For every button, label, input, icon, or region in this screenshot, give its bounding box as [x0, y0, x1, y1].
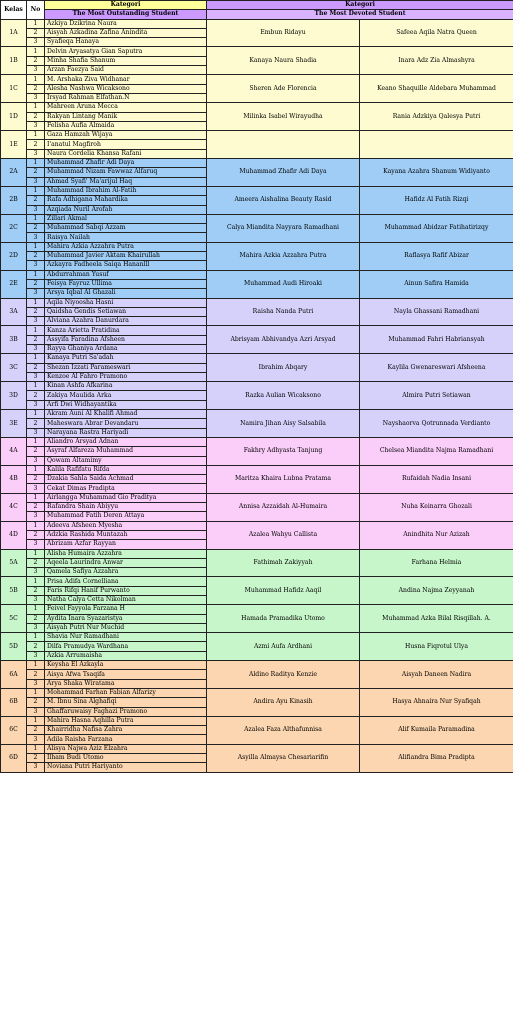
outstanding-category-header: The Most Outstanding Student: [45, 10, 207, 19]
student-name-cell: Kenzoe Al Fahro Pramono: [45, 372, 207, 381]
row-number-cell: 3: [27, 651, 45, 660]
kategori-header-2: Kategori: [207, 1, 513, 10]
table-row: [1, 465, 513, 474]
student-name-cell: Felisha Aufia Almaida: [45, 121, 207, 130]
row-number-cell: 1: [27, 75, 45, 84]
student-name-cell: Aisyah Azkadina Zafina Anindita: [45, 28, 207, 37]
row-number-cell: 3: [27, 233, 45, 242]
row-number-cell: 3: [27, 484, 45, 493]
student-name-cell: Aisya Afwa Tsaqifa: [45, 670, 207, 679]
kelas-cell: 3E: [1, 410, 27, 438]
row-number-cell: 2: [27, 698, 45, 707]
kelas-cell: 2E: [1, 270, 27, 298]
devoted-student-cell: Inara Adz Zia Almashyra: [360, 47, 513, 75]
devoted-student-cell: Rufaidah Nadia Insani: [360, 465, 513, 493]
kelas-cell: 5D: [1, 633, 27, 661]
row-number-cell: 3: [27, 261, 45, 270]
student-name-cell: Airlangga Muhammad Gio Praditya: [45, 493, 207, 502]
outstanding-student-cell: [207, 131, 360, 159]
student-name-cell: Azqiada Nuril Arofah: [45, 205, 207, 214]
row-number-cell: 1: [27, 354, 45, 363]
student-name-cell: Arsya Iqbal Al Ghazali: [45, 289, 207, 298]
student-name-cell: Aisyah Putri Nur Muchid: [45, 623, 207, 632]
student-name-cell: Qowam Altamimy: [45, 456, 207, 465]
row-number-cell: 2: [27, 447, 45, 456]
student-name-cell: Azkayra Fadheela Saiqa Hananlll: [45, 261, 207, 270]
row-number-cell: 1: [27, 242, 45, 251]
no-header: No: [27, 1, 45, 20]
student-name-cell: Alviana Azahra Danurdara: [45, 317, 207, 326]
outstanding-student-cell: Milinka Isabel Wirayudha: [207, 103, 360, 131]
outstanding-student-cell: Ibrahim Abqary: [207, 354, 360, 382]
row-number-cell: 3: [27, 149, 45, 158]
row-number-cell: 1: [27, 688, 45, 697]
student-name-cell: Cekat Dimas Pradipta: [45, 484, 207, 493]
row-number-cell: 1: [27, 410, 45, 419]
row-number-cell: 1: [27, 633, 45, 642]
row-number-cell: 1: [27, 326, 45, 335]
outstanding-student-cell: Ameera Aishalina Beauty Rasid: [207, 186, 360, 214]
student-name-cell: Abrizam Azfar Rayyan: [45, 540, 207, 549]
outstanding-student-cell: Hamada Pramadika Utomo: [207, 605, 360, 633]
student-name-cell: Irsyad Rahman Elfathan.N: [45, 93, 207, 102]
row-number-cell: 3: [27, 66, 45, 75]
row-number-cell: 3: [27, 568, 45, 577]
student-name-cell: Adzkia Rashida Muntazah: [45, 530, 207, 539]
student-name-cell: Adila Raisha Farzana: [45, 735, 207, 744]
outstanding-student-cell: Muhammad Audi Hiroaki: [207, 270, 360, 298]
row-number-cell: 3: [27, 317, 45, 326]
row-number-cell: 3: [27, 679, 45, 688]
row-number-cell: 1: [27, 159, 45, 168]
table-row: [1, 103, 513, 112]
table-row: [1, 47, 513, 56]
header-row-2: [1, 10, 513, 19]
devoted-student-cell: Nuha Keinarra Ghozali: [360, 493, 513, 521]
row-number-cell: 2: [27, 754, 45, 763]
student-name-cell: Minha Shafia Shanum: [45, 56, 207, 65]
kelas-cell: 1E: [1, 131, 27, 159]
table-body: [1, 19, 513, 772]
student-name-cell: Kinan Ashfa Afkarina: [45, 382, 207, 391]
devoted-student-cell: Hasya Ahnaira Nur Syafiqah: [360, 688, 513, 716]
outstanding-student-cell: Azalea Faza Althafunnisa: [207, 716, 360, 744]
student-name-cell: Muhammad Nizam Fawwaz Alfaruq: [45, 168, 207, 177]
kelas-cell: 1A: [1, 19, 27, 47]
devoted-student-cell: Ainun Safira Hamida: [360, 270, 513, 298]
row-number-cell: 3: [27, 623, 45, 632]
row-number-cell: 1: [27, 493, 45, 502]
row-number-cell: 2: [27, 335, 45, 344]
student-name-cell: Kalila Rafifatu Rifda: [45, 465, 207, 474]
table-row: [1, 186, 513, 195]
table-row: [1, 326, 513, 335]
outstanding-student-cell: Azmi Aufa Ardhani: [207, 633, 360, 661]
row-number-cell: 3: [27, 428, 45, 437]
student-name-cell: Asyraf Alfareza Muhammad: [45, 447, 207, 456]
row-number-cell: 1: [27, 382, 45, 391]
student-name-cell: Kanaya Putri Sa'adah: [45, 354, 207, 363]
row-number-cell: 3: [27, 400, 45, 409]
student-name-cell: Aqila Niyoosha Hasni: [45, 298, 207, 307]
student-name-cell: Muhammad Sabqi Azzam: [45, 224, 207, 233]
row-number-cell: 1: [27, 270, 45, 279]
table-row: [1, 633, 513, 642]
row-number-cell: 2: [27, 279, 45, 288]
row-number-cell: 2: [27, 56, 45, 65]
kelas-cell: 3B: [1, 326, 27, 354]
student-name-cell: Feisya Fayruz Ullima: [45, 279, 207, 288]
devoted-student-cell: Husna Fiqrotul Ulya: [360, 633, 513, 661]
table-row: [1, 159, 513, 168]
student-name-cell: Ilham Budi Utomo: [45, 754, 207, 763]
student-name-cell: Akram Auni Al Khalifi Ahmad: [45, 410, 207, 419]
row-number-cell: 2: [27, 391, 45, 400]
devoted-student-cell: Rania Adzkiya Qalesya Putri: [360, 103, 513, 131]
table-row: [1, 75, 513, 84]
student-name-cell: Arya Shaka Wiratama: [45, 679, 207, 688]
row-number-cell: 2: [27, 363, 45, 372]
table-row: [1, 716, 513, 725]
kelas-cell: 4C: [1, 493, 27, 521]
student-name-cell: Gaza Hamzah Wijaya: [45, 131, 207, 140]
devoted-student-cell: Nayla Ghassani Ramadhani: [360, 298, 513, 326]
devoted-category-header: The Most Devoted Student: [207, 10, 513, 19]
row-number-cell: 3: [27, 289, 45, 298]
row-number-cell: 1: [27, 521, 45, 530]
outstanding-student-cell: Muhammad Zhafir Adi Daya: [207, 159, 360, 187]
row-number-cell: 3: [27, 512, 45, 521]
kelas-cell: 1C: [1, 75, 27, 103]
student-name-cell: Rafandra Shain Abiyyu: [45, 503, 207, 512]
student-name-cell: Shavia Nur Ramadhani: [45, 633, 207, 642]
kelas-cell: 5C: [1, 605, 27, 633]
student-name-cell: Abdurrahman Yusuf: [45, 270, 207, 279]
row-number-cell: 3: [27, 372, 45, 381]
table-row: [1, 298, 513, 307]
kelas-cell: 6D: [1, 744, 27, 772]
student-name-cell: M. Arshaka Ziva Widhanar: [45, 75, 207, 84]
kelas-cell: 4A: [1, 437, 27, 465]
outstanding-student-cell: Annisa Azzaidah Al-Humaira: [207, 493, 360, 521]
kelas-cell: 6C: [1, 716, 27, 744]
table-row: [1, 688, 513, 697]
student-name-cell: Zillari Akmal: [45, 214, 207, 223]
row-number-cell: 1: [27, 103, 45, 112]
row-number-cell: 2: [27, 726, 45, 735]
student-name-cell: Maheswara Abrar Devandaru: [45, 419, 207, 428]
devoted-student-cell: Kayana Azahra Shanum Widiyanto: [360, 159, 513, 187]
row-number-cell: 2: [27, 252, 45, 261]
student-name-cell: Aqeela Laurindra Anwar: [45, 558, 207, 567]
student-name-cell: Delvin Aryasatya Gian Saputra: [45, 47, 207, 56]
outstanding-student-cell: Muhammad Hafidz Aaqil: [207, 577, 360, 605]
table-row: [1, 214, 513, 223]
devoted-student-cell: Safeea Aqila Natra Queen: [360, 19, 513, 47]
kelas-cell: 4B: [1, 465, 27, 493]
student-name-cell: Kanza Arietta Pratidina: [45, 326, 207, 335]
student-name-cell: Natha Calya Cetta Nikolman: [45, 596, 207, 605]
student-name-cell: Arfi Dwi Widhayantika: [45, 400, 207, 409]
outstanding-student-cell: Calya Miandita Nayyara Ramadhani: [207, 214, 360, 242]
row-number-cell: 1: [27, 131, 45, 140]
student-name-cell: Aydita Inara Syazaristya: [45, 614, 207, 623]
row-number-cell: 2: [27, 307, 45, 316]
outstanding-student-cell: Aldino Raditya Kenzie: [207, 661, 360, 689]
kelas-cell: 3C: [1, 354, 27, 382]
row-number-cell: 3: [27, 177, 45, 186]
student-name-cell: Azkia Arrumaisha: [45, 651, 207, 660]
row-number-cell: 1: [27, 19, 45, 28]
student-name-cell: Muhammad Ibrahim Al-Fatih: [45, 186, 207, 195]
kelas-cell: 1B: [1, 47, 27, 75]
student-name-cell: Khairridha Nafisa Zahra: [45, 726, 207, 735]
devoted-student-cell: Keano Shaquille Aldebara Muhammad: [360, 75, 513, 103]
student-name-cell: Mahira Azkia Azzahra Putra: [45, 242, 207, 251]
student-name-cell: M. Ibnu Sina Alghafiqi: [45, 698, 207, 707]
row-number-cell: 2: [27, 530, 45, 539]
devoted-student-cell: Anindhita Nur Azizah: [360, 521, 513, 549]
student-name-cell: Assyifa Faradina Afsheen: [45, 335, 207, 344]
student-name-cell: Zakiya Maulida Arka: [45, 391, 207, 400]
outstanding-student-cell: Kanaya Naura Shadia: [207, 47, 360, 75]
table-row: [1, 437, 513, 446]
student-name-cell: Muhammad Javier Aktam Khairullah: [45, 252, 207, 261]
table-row: [1, 605, 513, 614]
outstanding-student-cell: Namira Jihan Aisy Salsabila: [207, 410, 360, 438]
devoted-student-cell: Muhammad Abidzar Fatihatirizqy: [360, 214, 513, 242]
outstanding-student-cell: Azalea Wahyu Callista: [207, 521, 360, 549]
outstanding-student-cell: Fathimah Zakiyyah: [207, 549, 360, 577]
student-name-cell: Ahmad Syafi' Ma'arijul Haq: [45, 177, 207, 186]
student-name-cell: Alisya Najwa Aziz Elzahra: [45, 744, 207, 753]
devoted-student-cell: Nayshaorva Qotrunnada Verdianto: [360, 410, 513, 438]
row-number-cell: 1: [27, 605, 45, 614]
row-number-cell: 3: [27, 93, 45, 102]
row-number-cell: 1: [27, 744, 45, 753]
row-number-cell: 2: [27, 642, 45, 651]
student-name-cell: Feivel Fayyola Farzana H: [45, 605, 207, 614]
student-name-cell: Adeeva Afsheen Myesha: [45, 521, 207, 530]
table-row: [1, 131, 513, 140]
table-row: [1, 410, 513, 419]
row-number-cell: 2: [27, 419, 45, 428]
row-number-cell: 3: [27, 735, 45, 744]
student-name-cell: Faris Rifqi Hanif Purwanto: [45, 586, 207, 595]
kelas-cell: 3D: [1, 382, 27, 410]
row-number-cell: 2: [27, 475, 45, 484]
table-row: [1, 382, 513, 391]
outstanding-student-cell: Asyilla Almaysa Chesariarifin: [207, 744, 360, 772]
table-row: [1, 577, 513, 586]
student-name-cell: Mahreen Aruna Mecca: [45, 103, 207, 112]
table-row: [1, 354, 513, 363]
student-name-cell: Muhammad Zhafir Adi Daya: [45, 159, 207, 168]
row-number-cell: 2: [27, 503, 45, 512]
table-row: [1, 549, 513, 558]
devoted-student-cell: Raflasya Rafif Abizar: [360, 242, 513, 270]
table-row: [1, 493, 513, 502]
row-number-cell: 3: [27, 205, 45, 214]
devoted-student-cell: Kaylila Gwenareswari Afsheena: [360, 354, 513, 382]
student-name-cell: Rafa Adhigana Mahardika: [45, 196, 207, 205]
student-name-cell: Ghaffaruwaisy Faghazi Pramono: [45, 707, 207, 716]
row-number-cell: 1: [27, 47, 45, 56]
student-name-cell: Alisha Humaira Azzahra: [45, 549, 207, 558]
row-number-cell: 1: [27, 186, 45, 195]
table-row: [1, 242, 513, 251]
kelas-cell: 2D: [1, 242, 27, 270]
row-number-cell: 2: [27, 28, 45, 37]
student-name-cell: Noviana Putri Hariyanto: [45, 763, 207, 772]
outstanding-student-cell: Maritza Khaira Lubna Pratama: [207, 465, 360, 493]
table-row: [1, 19, 513, 28]
row-number-cell: 2: [27, 140, 45, 149]
student-name-cell: Dzakia Sahla Saida Achmad: [45, 475, 207, 484]
kelas-cell: 6A: [1, 661, 27, 689]
student-name-cell: Rakyan Lintang Manik: [45, 112, 207, 121]
outstanding-student-cell: Fakhry Adhyasta Tanjung: [207, 437, 360, 465]
outstanding-student-cell: Andira Ayu Kinasih: [207, 688, 360, 716]
devoted-student-cell: Chelsea Miandita Najma Ramadhani: [360, 437, 513, 465]
outstanding-student-cell: Abrisyam Abhivandya Azri Arsyad: [207, 326, 360, 354]
kelas-cell: 3A: [1, 298, 27, 326]
devoted-student-cell: Farhana Helmia: [360, 549, 513, 577]
student-name-cell: Dilfa Pramudya Wardhana: [45, 642, 207, 651]
student-name-cell: Raisya Nailah: [45, 233, 207, 242]
row-number-cell: 2: [27, 168, 45, 177]
table-row: [1, 270, 513, 279]
outstanding-student-cell: Embun Ridayu: [207, 19, 360, 47]
kelas-cell: 6B: [1, 688, 27, 716]
student-name-cell: Arzan Faezya Said: [45, 66, 207, 75]
row-number-cell: 1: [27, 214, 45, 223]
student-name-cell: Narayana Rastra Hariyadi: [45, 428, 207, 437]
row-number-cell: 2: [27, 558, 45, 567]
devoted-student-cell: Hafidz Al Fatih Rizqi: [360, 186, 513, 214]
row-number-cell: 3: [27, 38, 45, 47]
student-name-cell: Qamela Safiya Azzahra: [45, 568, 207, 577]
kategori-header-1: Kategori: [45, 1, 207, 10]
table-row: [1, 744, 513, 753]
student-name-cell: Shezan Izzati Parameswari: [45, 363, 207, 372]
student-name-cell: Keysha El Azkayla: [45, 661, 207, 670]
kelas-cell: 1D: [1, 103, 27, 131]
table-row: [1, 521, 513, 530]
student-name-cell: Muhammad Fatih Deren Attaya: [45, 512, 207, 521]
devoted-student-cell: Alif Kumaila Paramadina: [360, 716, 513, 744]
student-name-cell: Azkiya Dzikrina Naura: [45, 19, 207, 28]
student-name-cell: Mohammad Farhan Fabian Alfarizy: [45, 688, 207, 697]
student-name-cell: Alesha Nashwa Wicaksono: [45, 84, 207, 93]
row-number-cell: 1: [27, 465, 45, 474]
student-name-cell: Aliandro Arsyad Adnan: [45, 437, 207, 446]
row-number-cell: 3: [27, 456, 45, 465]
row-number-cell: 1: [27, 549, 45, 558]
student-name-cell: I'anatul Magfiroh: [45, 140, 207, 149]
kelas-cell: 4D: [1, 521, 27, 549]
row-number-cell: 2: [27, 224, 45, 233]
student-name-cell: Qaidsha Gendis Setiawan: [45, 307, 207, 316]
devoted-student-cell: Andina Najma Zeyyanah: [360, 577, 513, 605]
student-name-cell: Naura Cordelia Khansa Rafani: [45, 149, 207, 158]
kelas-cell: 5A: [1, 549, 27, 577]
kelas-cell: 2C: [1, 214, 27, 242]
kelas-cell: 5B: [1, 577, 27, 605]
row-number-cell: 3: [27, 763, 45, 772]
row-number-cell: 1: [27, 437, 45, 446]
outstanding-student-cell: Sheren Ade Florencia: [207, 75, 360, 103]
row-number-cell: 2: [27, 614, 45, 623]
row-number-cell: 3: [27, 344, 45, 353]
devoted-student-cell: Muhammad Azka Bilal Risqillah. A.: [360, 605, 513, 633]
outstanding-student-cell: Mahira Azkia Azzahra Putra: [207, 242, 360, 270]
table-row: [1, 661, 513, 670]
devoted-student-cell: Muhammad Fahri Habriansyah: [360, 326, 513, 354]
devoted-student-cell: [360, 131, 513, 159]
outstanding-student-cell: Razka Aulian Wicaksono: [207, 382, 360, 410]
row-number-cell: 2: [27, 112, 45, 121]
student-name-cell: Prisa Adifa Cornelliana: [45, 577, 207, 586]
devoted-student-cell: Almira Putri Setiawan: [360, 382, 513, 410]
row-number-cell: 1: [27, 577, 45, 586]
row-number-cell: 2: [27, 586, 45, 595]
row-number-cell: 3: [27, 121, 45, 130]
row-number-cell: 2: [27, 84, 45, 93]
row-number-cell: 2: [27, 196, 45, 205]
row-number-cell: 3: [27, 540, 45, 549]
student-name-cell: Syafieqa Hanaya: [45, 38, 207, 47]
row-number-cell: 1: [27, 716, 45, 725]
devoted-student-cell: Aisyah Daneen Nadira: [360, 661, 513, 689]
row-number-cell: 2: [27, 670, 45, 679]
row-number-cell: 3: [27, 707, 45, 716]
row-number-cell: 1: [27, 661, 45, 670]
row-number-cell: 1: [27, 298, 45, 307]
student-name-cell: Rayya Ghaniya Ardana: [45, 344, 207, 353]
devoted-student-cell: Alifiandra Bima Pradipta: [360, 744, 513, 772]
kelas-cell: 2B: [1, 186, 27, 214]
outstanding-student-cell: Raisha Nanda Putri: [207, 298, 360, 326]
student-name-cell: Mahira Hasna Aqhilla Putra: [45, 716, 207, 725]
kelas-header: Kelas: [1, 1, 27, 20]
row-number-cell: 3: [27, 596, 45, 605]
header-row-1: [1, 1, 513, 10]
kelas-cell: 2A: [1, 159, 27, 187]
